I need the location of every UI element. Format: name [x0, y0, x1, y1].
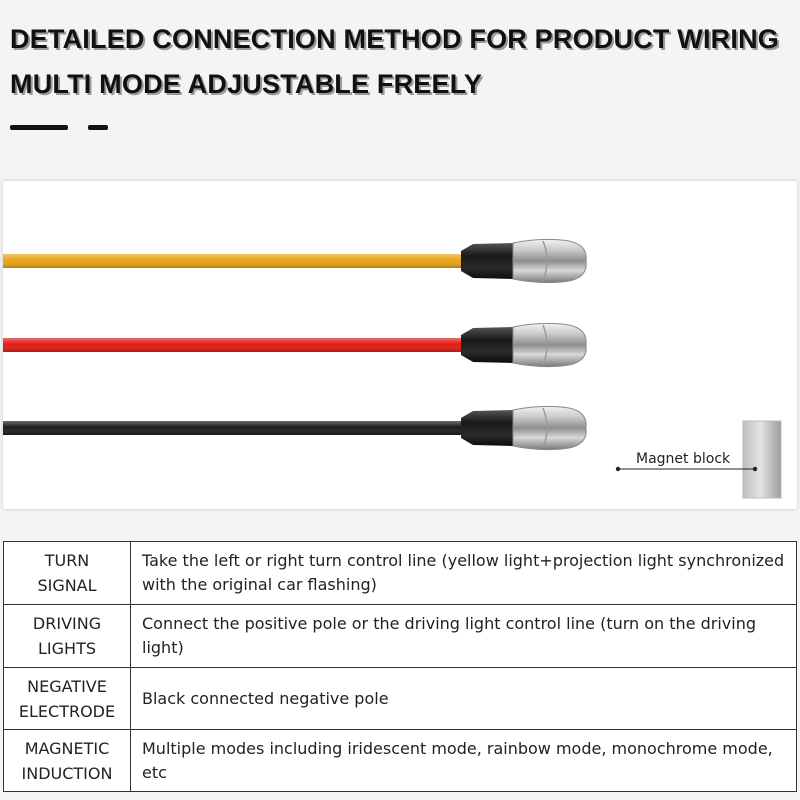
- red-wire: [3, 323, 586, 366]
- row-key-line1: MAGNETIC: [24, 738, 110, 758]
- row-key-line2: LIGHTS: [38, 639, 96, 658]
- decorative-dash-short: [88, 125, 108, 130]
- row-key: [4, 668, 131, 730]
- title-line-2: MULTI MODE ADJUSTABLE FREELY: [10, 69, 483, 99]
- row-value: Take the left or right turn control line (yellow light+projection light synchronized with the original car flashing): [131, 542, 797, 605]
- table-row: [4, 605, 797, 668]
- table-row: [4, 542, 797, 605]
- black-wire: [3, 406, 586, 449]
- row-key: [4, 605, 131, 668]
- row-value: Connect the positive pole or the driving light control line (turn on the driving light): [131, 605, 797, 668]
- row-key-line2: SIGNAL: [37, 576, 97, 595]
- yellow-wire: [3, 239, 586, 282]
- decorative-dash-long: [10, 125, 68, 130]
- wiring-info-table: [3, 541, 797, 792]
- row-key-line1: DRIVING: [32, 614, 102, 633]
- table-row: [4, 730, 797, 792]
- row-key-line1: TURN: [44, 551, 90, 570]
- row-value: Black connected negative pole: [131, 668, 797, 730]
- title-line-1: DETAILED CONNECTION METHOD FOR PRODUCT WIRING: [10, 24, 779, 54]
- row-key-line2: ELECTRODE: [18, 701, 116, 721]
- row-key-line1: NEGATIVE: [27, 676, 107, 696]
- magnet-block-label: Magnet block: [636, 451, 731, 467]
- row-value: Multiple modes including iridescent mode, rainbow mode, monochrome mode, etc: [131, 730, 797, 792]
- table-row: [4, 668, 797, 730]
- wiring-diagram-panel: [3, 181, 797, 509]
- row-key: [4, 542, 131, 605]
- row-key: [4, 730, 131, 792]
- row-key-line2: INDUCTION: [21, 763, 113, 783]
